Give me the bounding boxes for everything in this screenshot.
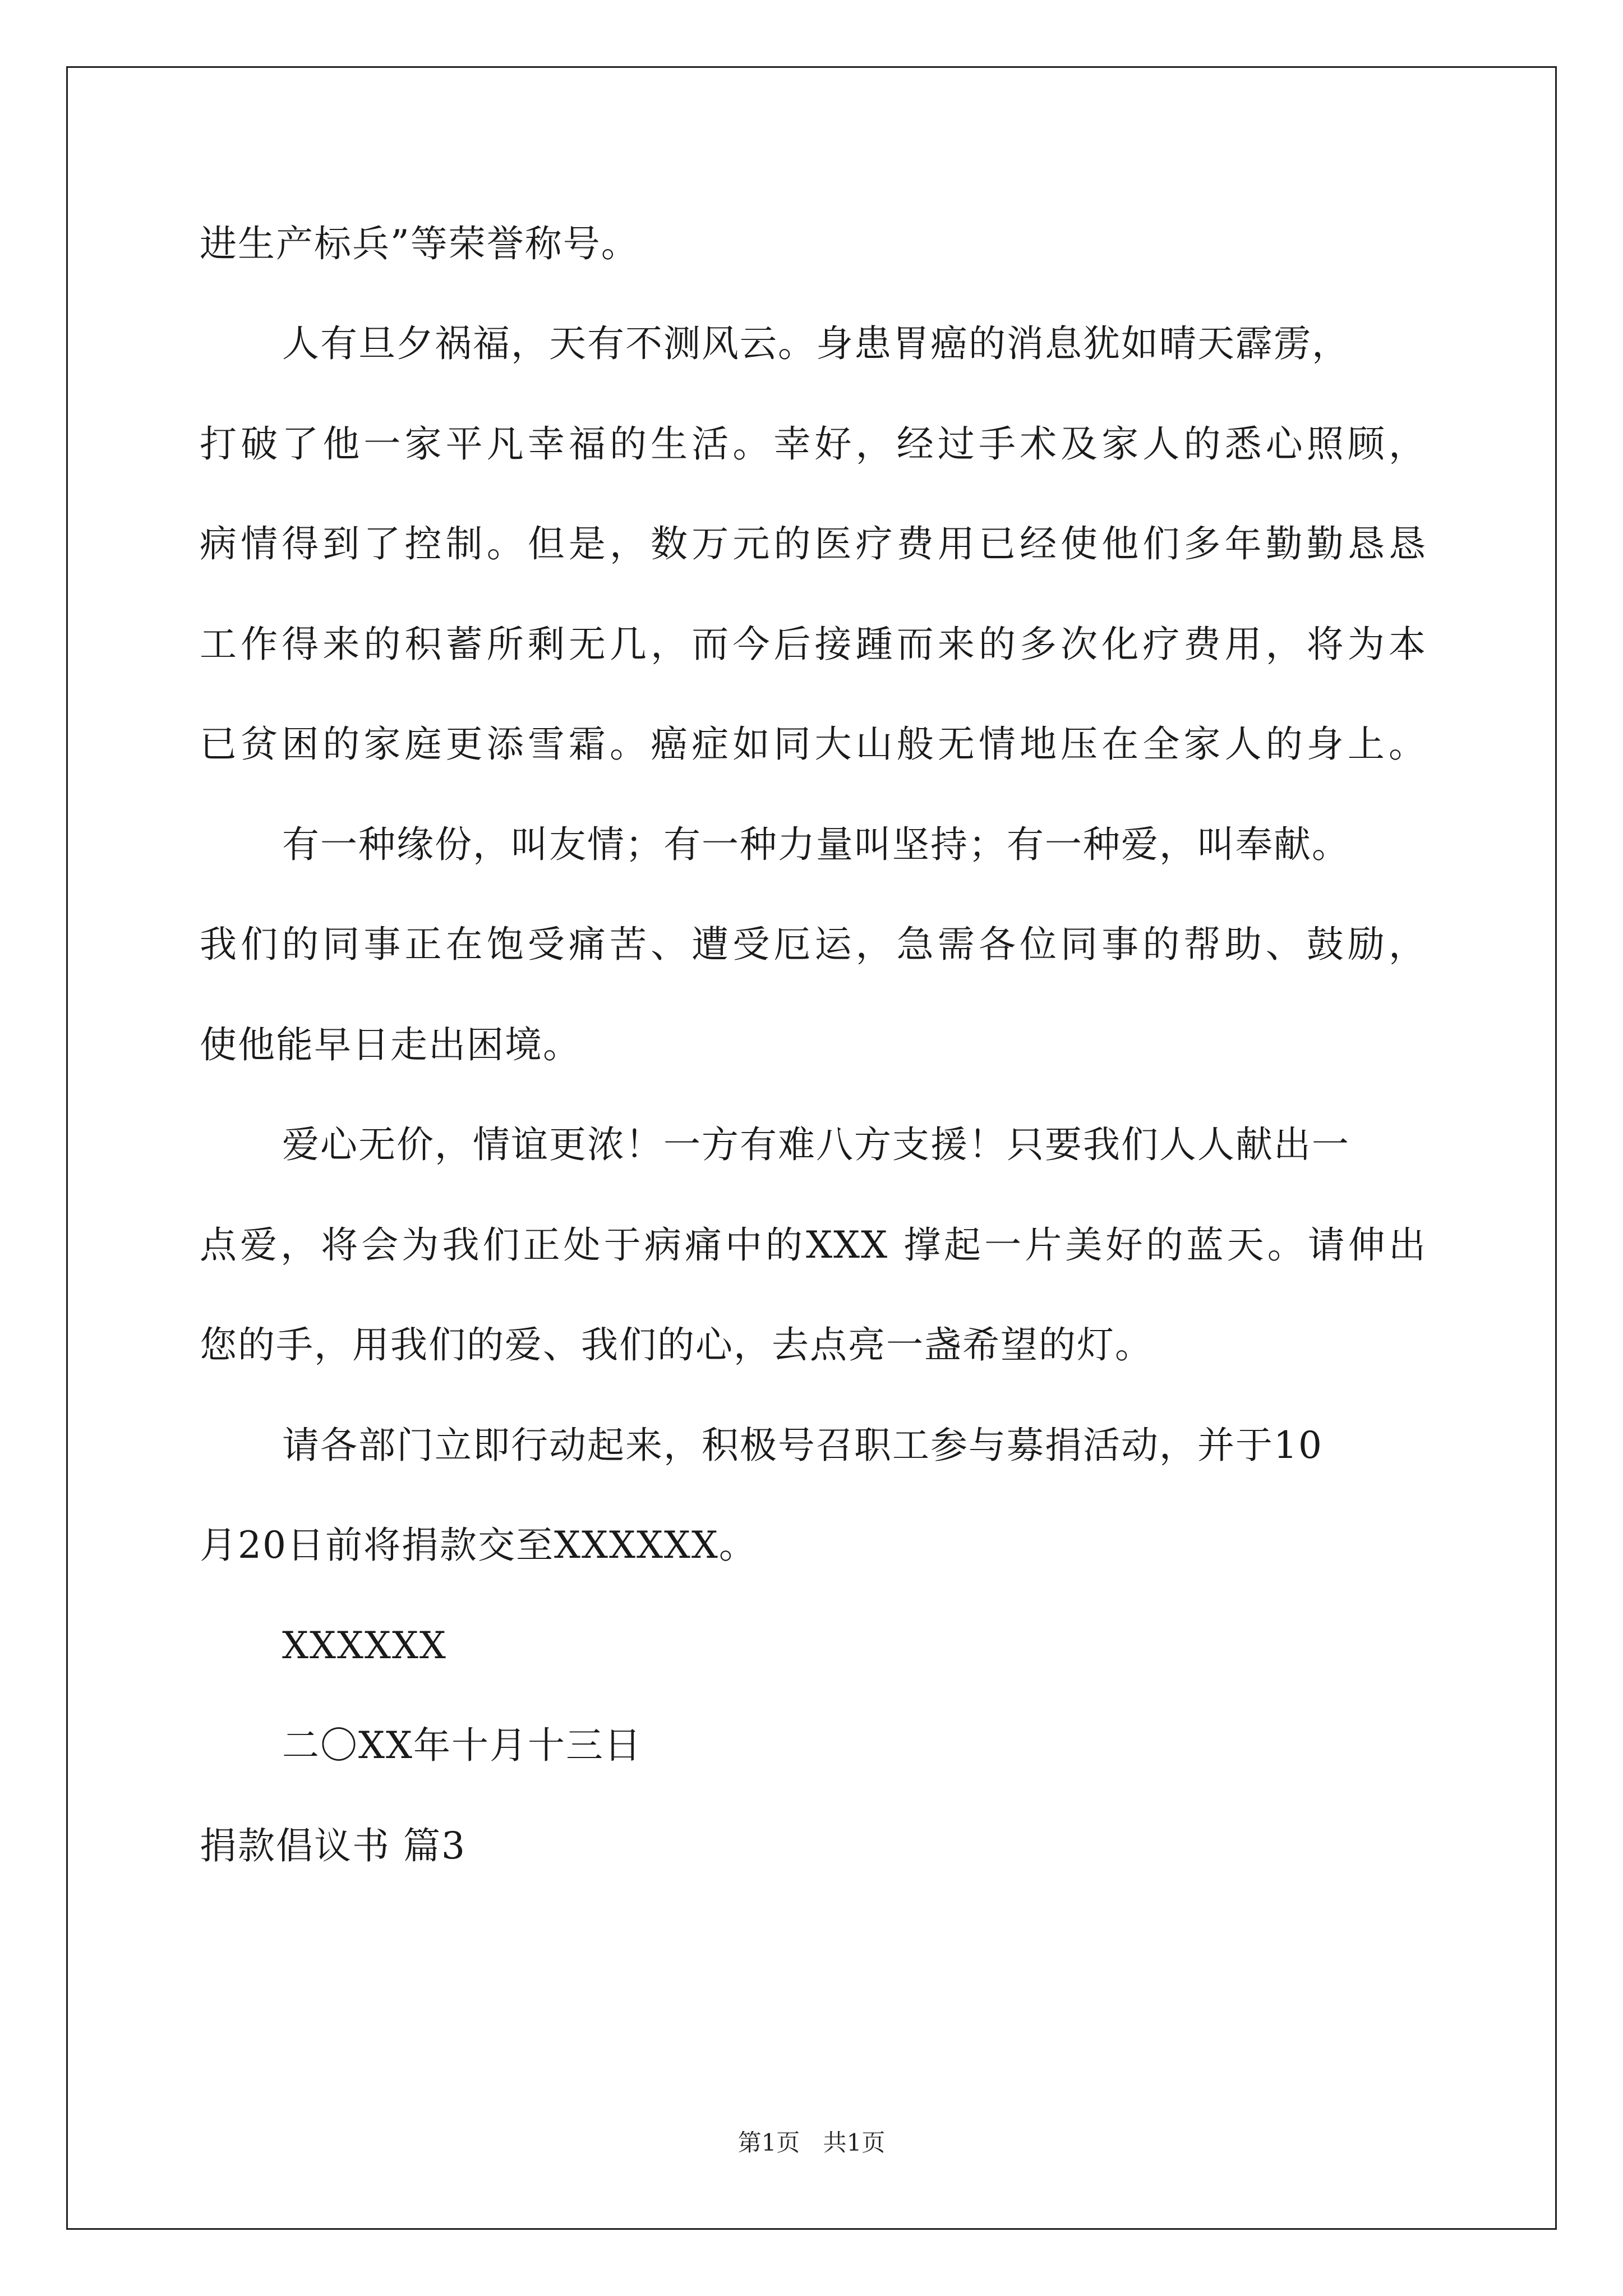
text-line-13: 请各部门立即行动起来，积极号召职工参与募捐活动，并于10 (282, 1424, 1323, 1467)
text-line-10: 爱心无价，情谊更浓！一方有难八方支援！只要我们人人献出一 (282, 1123, 1350, 1166)
text-line-12: 您的手，用我们的爱、我们的心，去点亮一盏希望的灯。 (200, 1323, 1153, 1366)
text-line-5: 工作得来的积蓄所剩无几，而今后接踵而来的多次化疗费用，将为本 (200, 623, 1427, 666)
text-line-6: 已贫困的家庭更添雪霜。癌症如同大山般无情地压在全家人的身上。 (200, 723, 1427, 766)
section-heading: 捐款倡议书 篇3 (200, 1824, 466, 1867)
text-line-11: 点爱，将会为我们正处于病痛中的XXX 撑起一片美好的蓝天。请伸出 (200, 1223, 1427, 1267)
text-line-4: 病情得到了控制。但是，数万元的医疗费用已经使他们多年勤勤恳恳 (200, 522, 1427, 565)
text-line-14: 月20日前将捐款交至XXXXXX。 (200, 1524, 757, 1567)
page-total: 共1页 (823, 2129, 886, 2156)
text-line-3: 打破了他一家平凡幸福的生活。幸好，经过手术及家人的悉心照顾， (200, 422, 1427, 466)
signature-org: XXXXXX (282, 1624, 447, 1667)
page-footer (0, 2129, 1623, 2157)
text-line-8: 我们的同事正在饱受痛苦、遭受厄运，急需各位同事的帮助、鼓励， (200, 923, 1427, 966)
text-line-2: 人有旦夕祸福，天有不测风云。身患胃癌的消息犹如晴天霹雳， (282, 322, 1350, 365)
text-line-7: 有一种缘份，叫友情；有一种力量叫坚持；有一种爱，叫奉献。 (282, 823, 1350, 866)
page-current: 第1页 (737, 2129, 800, 2156)
text-line-9: 使他能早日走出困境。 (200, 1023, 581, 1066)
text-line-1: 进生产标兵”等荣誉称号。 (200, 222, 639, 265)
signature-date: 二〇XX年十月十三日 (282, 1724, 642, 1767)
